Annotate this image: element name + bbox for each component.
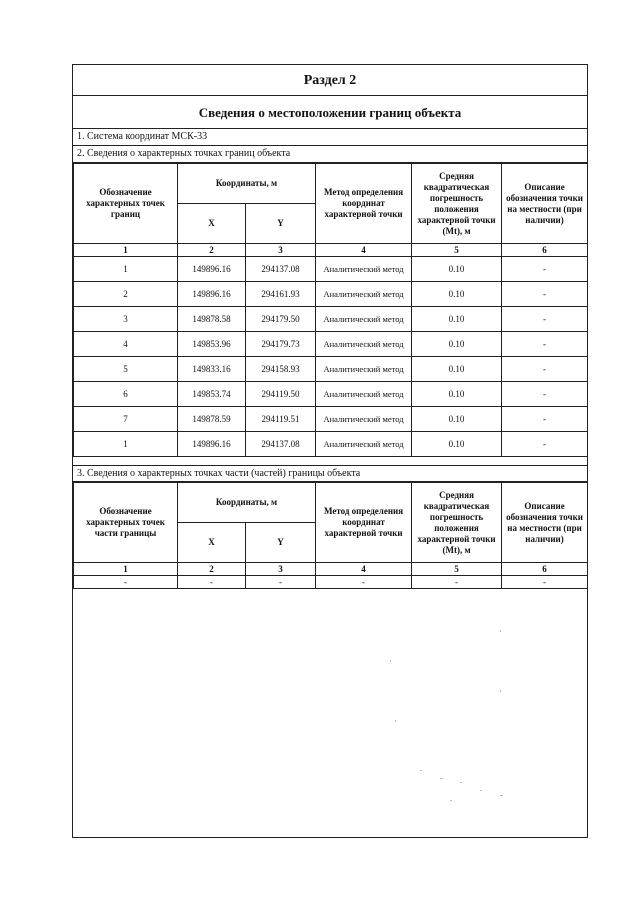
x-value: 149896.16 (178, 257, 246, 282)
description-value: - (502, 307, 588, 332)
error-value: 0.10 (412, 432, 502, 457)
x-value: 149853.96 (178, 332, 246, 357)
y-value: 294137.08 (246, 432, 316, 457)
empty-value: - (502, 576, 588, 589)
column-number: 5 (412, 563, 502, 576)
description-value: - (502, 257, 588, 282)
column-number: 3 (246, 244, 316, 257)
table-row (74, 332, 588, 357)
empty-value: - (74, 576, 178, 589)
error-value: 0.10 (412, 257, 502, 282)
point-number: 6 (74, 382, 178, 407)
section-subtitle: Сведения о местоположении границ объекта (73, 96, 587, 129)
section-title: Раздел 2 (73, 65, 587, 96)
method-value: Аналитический метод (316, 407, 412, 432)
header-error: Средняя квадратическая погрешность положения характерной точки (Mt), м (412, 483, 502, 563)
x-value: 149878.58 (178, 307, 246, 332)
x-value: 149896.16 (178, 282, 246, 307)
header-method: Метод определения координат характерной точки (316, 483, 412, 563)
header-designation: Обозначение характерных точек границ (74, 164, 178, 244)
point-number: 2 (74, 282, 178, 307)
column-number: 6 (502, 244, 588, 257)
y-value: 294179.50 (246, 307, 316, 332)
description-value: - (502, 357, 588, 382)
description-value: - (502, 282, 588, 307)
point-number: 3 (74, 307, 178, 332)
column-number: 5 (412, 244, 502, 257)
empty-value: - (316, 576, 412, 589)
description-value: - (502, 332, 588, 357)
header-x: X (178, 204, 246, 244)
description-value: - (502, 382, 588, 407)
column-numbers-row (74, 563, 588, 576)
table-row (74, 407, 588, 432)
y-value: 294179.73 (246, 332, 316, 357)
point-number: 1 (74, 257, 178, 282)
column-number: 1 (74, 244, 178, 257)
scan-noise (300, 600, 590, 830)
error-value: 0.10 (412, 357, 502, 382)
error-value: 0.10 (412, 382, 502, 407)
method-value: Аналитический метод (316, 332, 412, 357)
column-number: 2 (178, 244, 246, 257)
empty-value: - (412, 576, 502, 589)
header-description: Описание обозначения точки на местности (при наличии) (502, 164, 588, 244)
header-designation: Обозначение характерных точек части границы (74, 483, 178, 563)
header-coords: Координаты, м (178, 164, 316, 204)
header-error: Средняя квадратическая погрешность положения характерной точки (Mt), м (412, 164, 502, 244)
part-points-table (73, 482, 588, 589)
boundary-points-heading: 2. Сведения о характерных точках границ объекта (73, 146, 587, 163)
point-number: 7 (74, 407, 178, 432)
table-row (74, 576, 588, 589)
header-y: Y (246, 523, 316, 563)
y-value: 294119.51 (246, 407, 316, 432)
point-number: 1 (74, 432, 178, 457)
header-coords: Координаты, м (178, 483, 316, 523)
column-numbers-row (74, 244, 588, 257)
empty-value: - (178, 576, 246, 589)
boundary-points-table (73, 163, 588, 457)
header-y: Y (246, 204, 316, 244)
error-value: 0.10 (412, 332, 502, 357)
point-number: 4 (74, 332, 178, 357)
error-value: 0.10 (412, 282, 502, 307)
method-value: Аналитический метод (316, 282, 412, 307)
description-value: - (502, 432, 588, 457)
column-number: 3 (246, 563, 316, 576)
error-value: 0.10 (412, 307, 502, 332)
part-points-heading: 3. Сведения о характерных точках части (частей) границы объекта (73, 465, 587, 482)
column-number: 2 (178, 563, 246, 576)
method-value: Аналитический метод (316, 382, 412, 407)
table-row (74, 357, 588, 382)
y-value: 294119.50 (246, 382, 316, 407)
method-value: Аналитический метод (316, 432, 412, 457)
table-row (74, 282, 588, 307)
empty-value: - (246, 576, 316, 589)
header-x: X (178, 523, 246, 563)
header-method: Метод определения координат характерной точки (316, 164, 412, 244)
column-number: 1 (74, 563, 178, 576)
column-number: 6 (502, 563, 588, 576)
y-value: 294158.93 (246, 357, 316, 382)
y-value: 294137.08 (246, 257, 316, 282)
table-row (74, 432, 588, 457)
error-value: 0.10 (412, 407, 502, 432)
point-number: 5 (74, 357, 178, 382)
y-value: 294161.93 (246, 282, 316, 307)
method-value: Аналитический метод (316, 307, 412, 332)
table-row (74, 382, 588, 407)
header-description: Описание обозначения точки на местности (при наличии) (502, 483, 588, 563)
x-value: 149833.16 (178, 357, 246, 382)
x-value: 149896.16 (178, 432, 246, 457)
column-number: 4 (316, 244, 412, 257)
description-value: - (502, 407, 588, 432)
coord-system-line: 1. Система координат МСК-33 (73, 129, 587, 146)
x-value: 149853.74 (178, 382, 246, 407)
x-value: 149878.59 (178, 407, 246, 432)
method-value: Аналитический метод (316, 257, 412, 282)
column-number: 4 (316, 563, 412, 576)
table-row (74, 307, 588, 332)
method-value: Аналитический метод (316, 357, 412, 382)
table-row (74, 257, 588, 282)
